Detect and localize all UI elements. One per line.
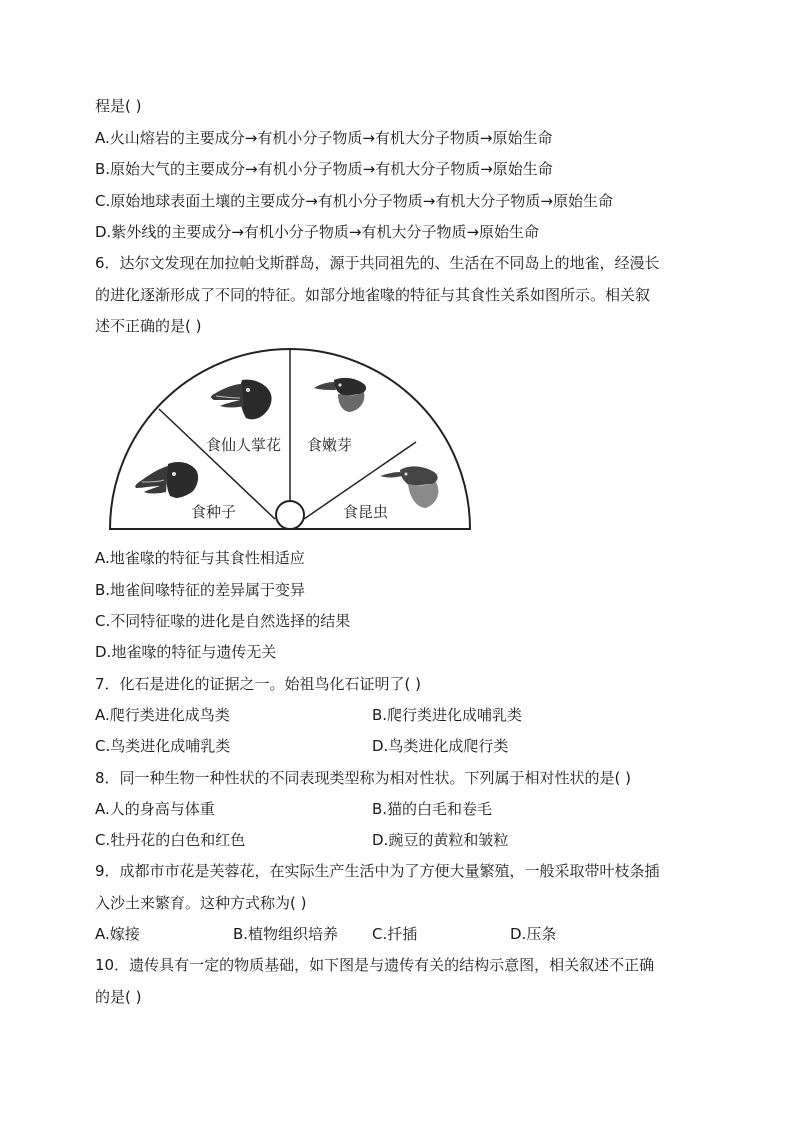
q9-option-d: D.压条	[510, 925, 557, 943]
center-circle	[276, 501, 304, 529]
q6-option-a: A.地雀喙的特征与其食性相适应	[95, 549, 305, 567]
sector-label-seeds: 食种子	[191, 503, 237, 521]
q8-option-d: D.豌豆的黄粒和皱粒	[372, 831, 509, 849]
q6-option-d: D.地雀喙的特征与遗传无关	[95, 643, 277, 661]
q7-option-d: D.鸟类进化成爬行类	[372, 737, 509, 755]
sector-label-buds: 食嫩芽	[307, 436, 353, 454]
q10-stem-line-2: 的是( )	[95, 988, 142, 1006]
q9-stem-line-2: 入沙土来繁育。这种方式称为( )	[95, 894, 307, 912]
q9-option-a: A.嫁接	[95, 925, 140, 943]
q8-option-c: C.牡丹花的白色和红色	[95, 831, 246, 849]
q5-option-d: D.紫外线的主要成分→有机小分子物质→有机大分子物质→原始生命	[95, 223, 540, 241]
q8-stem: 8．同一种生物一种性状的不同表现类型称为相对性状。下列属于相对性状的是( )	[95, 769, 632, 787]
q5-option-c: C.原始地球表面土壤的主要成分→有机小分子物质→有机大分子物质→原始生命	[95, 192, 613, 210]
q9-option-c: C.扦插	[372, 925, 418, 943]
finch-beak-diagram	[108, 346, 472, 532]
q9-option-b: B.植物组织培养	[233, 925, 339, 943]
q6-option-c: C.不同特征喙的进化是自然选择的结果	[95, 612, 351, 630]
q7-stem: 7．化石是进化的证据之一。始祖鸟化石证明了( )	[95, 675, 422, 693]
q6-stem-line-1: 6．达尔文发现在加拉帕戈斯群岛，源于共同祖先的、生活在不同岛上的地雀，经漫长	[95, 254, 660, 272]
q9-stem-line-1: 9．成都市市花是芙蓉花，在实际生产生活中为了方便大量繁殖，一般采取带叶枝条插	[95, 862, 660, 880]
q6-option-b: B.地雀间喙特征的差异属于变异	[95, 581, 306, 599]
sector-label-cactus-flower: 食仙人掌花	[206, 436, 282, 454]
q6-stem-line-2: 的进化逐渐形成了不同的特征。如部分地雀喙的特征与其食性关系如图所示。相关叙	[95, 286, 651, 304]
sector-label-insects: 食昆虫	[343, 503, 389, 521]
q5-stem-tail: 程是( )	[95, 97, 142, 115]
q5-option-b: B.原始大气的主要成分→有机小分子物质→有机大分子物质→原始生命	[95, 160, 553, 178]
q7-option-a: A.爬行类进化成鸟类	[95, 706, 230, 724]
q6-stem-line-3: 述不正确的是( )	[95, 317, 202, 335]
q7-option-c: C.鸟类进化成哺乳类	[95, 737, 231, 755]
q7-option-b: B.爬行类进化成哺乳类	[372, 706, 523, 724]
q8-option-a: A.人的身高与体重	[95, 800, 215, 818]
q5-option-a: A.火山熔岩的主要成分→有机小分子物质→有机大分子物质→原始生命	[95, 129, 553, 147]
q8-option-b: B.猫的白毛和卷毛	[372, 800, 493, 818]
q10-stem-line-1: 10．遗传具有一定的物质基础，如下图是与遗传有关的结构示意图，相关叙述不正确	[95, 956, 655, 974]
